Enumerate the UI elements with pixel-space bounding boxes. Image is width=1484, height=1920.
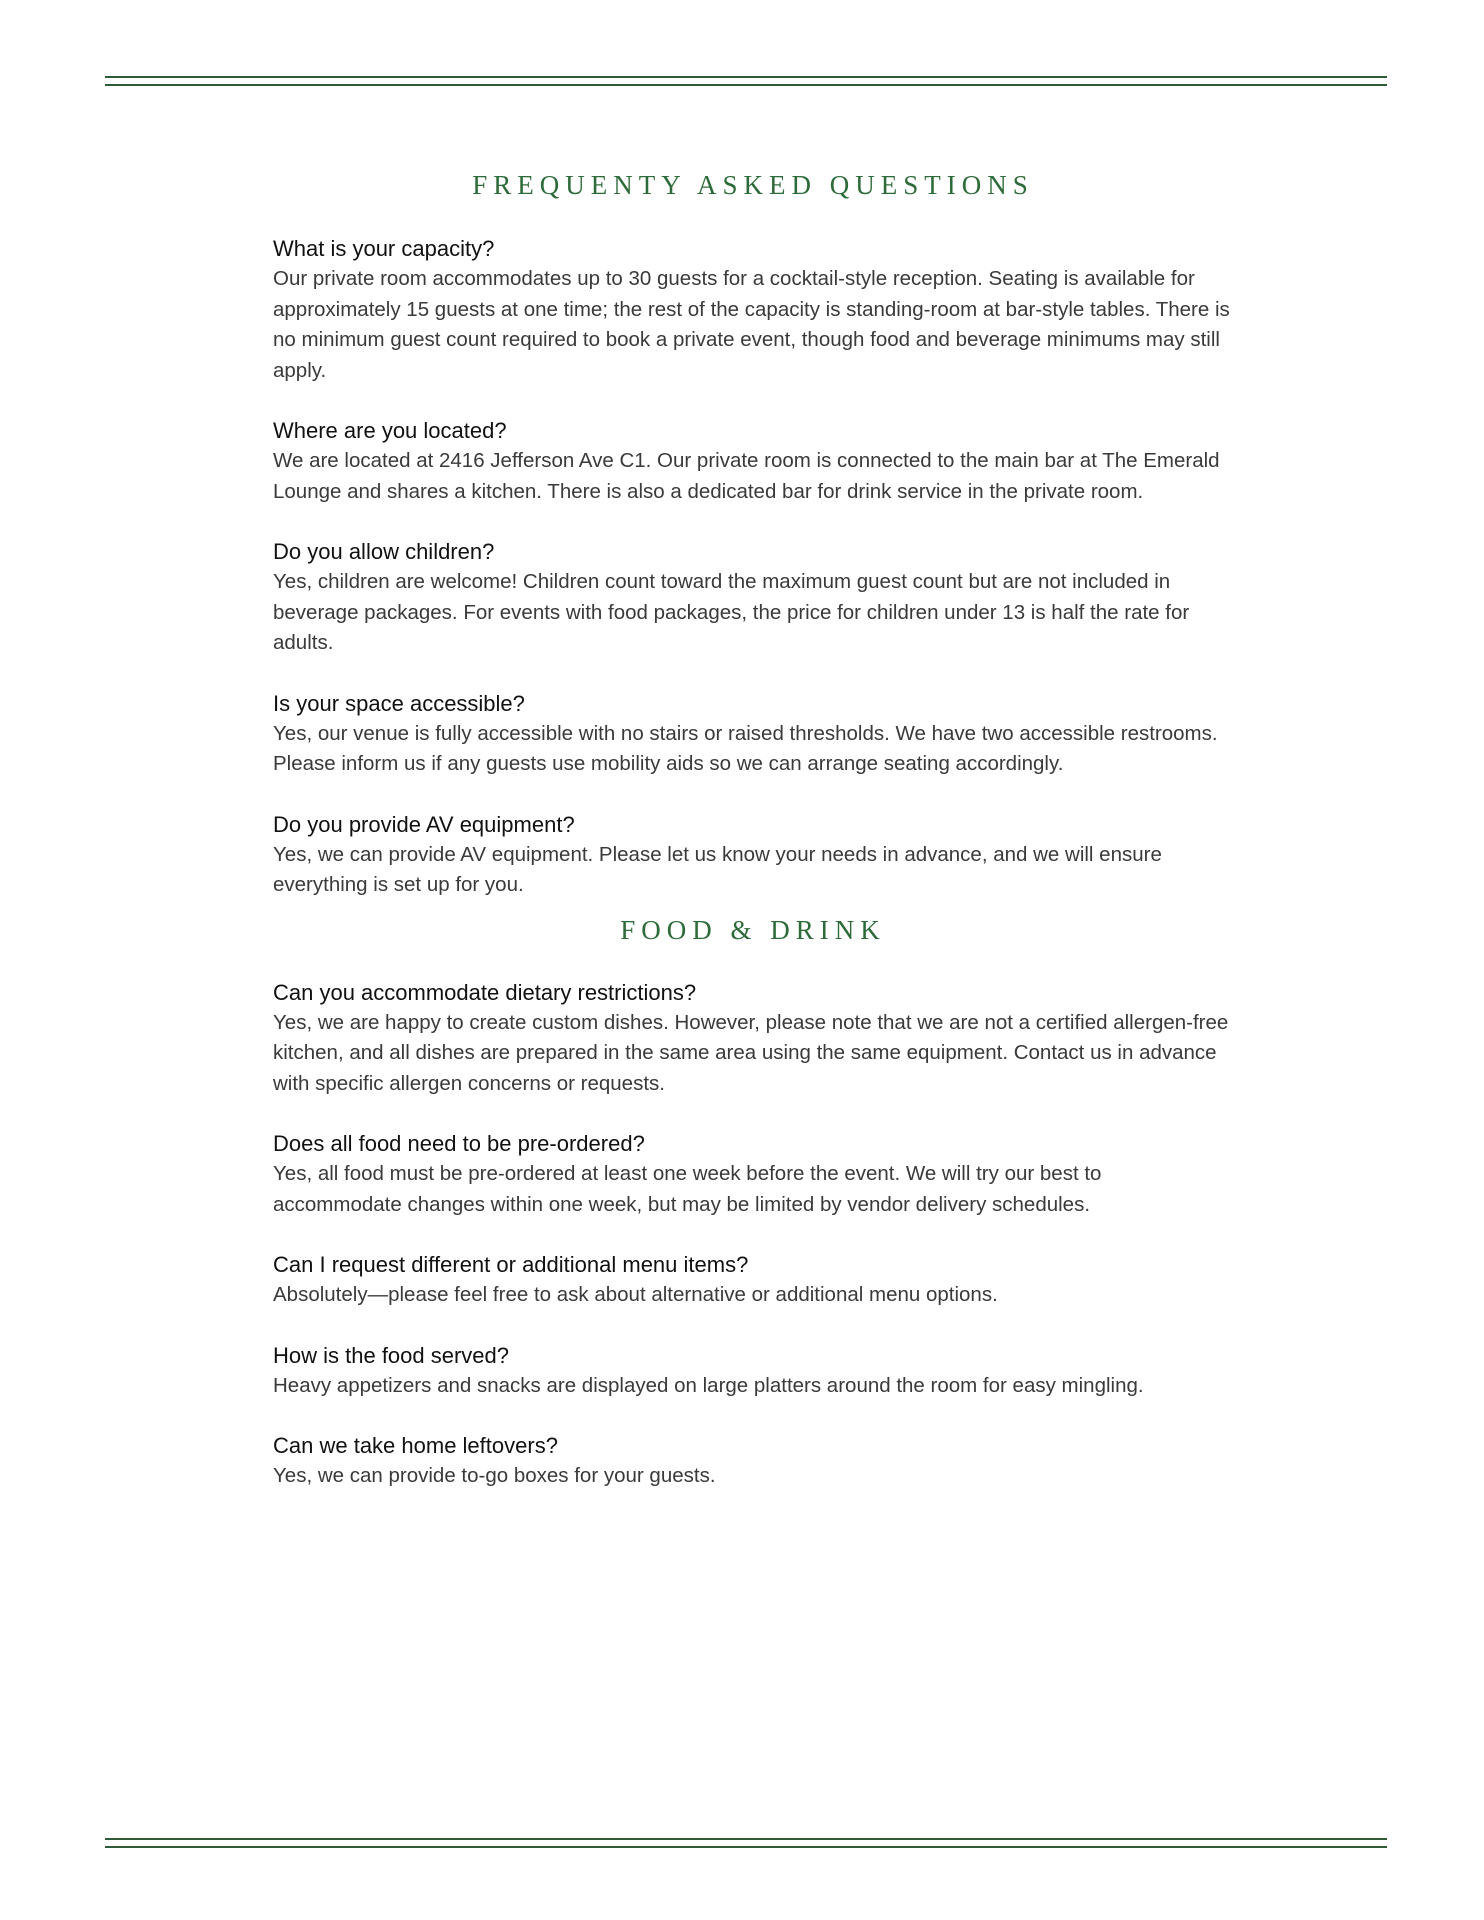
bottom-divider (105, 1838, 1387, 1848)
faq-answer: Yes, we can provide AV equipment. Please let us know your needs in advance, and we will ensure everything is set up for you. (273, 842, 1162, 896)
faq-item-leftovers (273, 1431, 1233, 1492)
faq-item-menu-requests (273, 1250, 1233, 1311)
faq-answer: We are located at 2416 Jefferson Ave C1. Our private room is connected to the main bar at The Emerald Lounge and shares a kitchen. There is also a dedicated bar for drink service in the private room. (273, 449, 1220, 503)
faq-question: Can you accommodate dietary restrictions? (273, 979, 697, 1005)
faq-question: Does all food need to be pre-ordered? (273, 1131, 645, 1156)
faq-item-children (273, 537, 1233, 659)
faq-item-capacity (273, 234, 1233, 386)
faq-answer: Yes, we can provide to-go boxes for your guests. (273, 1464, 716, 1487)
bottom-divider-line-2 (105, 1846, 1387, 1848)
faq-question: What is your capacity? (273, 236, 495, 261)
faq-answer: Yes, children are welcome! Children count toward the maximum guest count but are not included in beverage packages. For events with food packages, the price for children under 13 is half the rate for adults. (273, 570, 1190, 654)
faq-item-dietary (273, 978, 1233, 1100)
faq-question: Can we take home leftovers? (273, 1433, 558, 1458)
page-title: FREQUENTY ASKED QUESTIONS (472, 170, 1034, 200)
faq-answer: Absolutely—please feel free to ask about alternative or additional menu options. (273, 1283, 998, 1306)
faq-document (273, 170, 1233, 1492)
faq-item-location (273, 416, 1233, 507)
faq-question: Do you allow children? (273, 539, 495, 564)
top-divider (105, 76, 1387, 86)
faq-item-accessibility (273, 689, 1233, 780)
faq-question: Is your space accessible? (273, 690, 525, 716)
faq-item-serving (273, 1341, 1233, 1402)
top-divider-line-2 (105, 84, 1387, 86)
faq-question: Do you provide AV equipment? (273, 811, 575, 837)
faq-answer: Our private room accommodates up to 30 guests for a cocktail-style reception. Seating is available for approximately 15 guests at one time; the rest of the capacity is standing-room at bar-style tables. There is no minimum guest count required to book a private event, though food and beverage minimums may still apply. (273, 267, 1230, 382)
faq-question: Where are you located? (273, 418, 507, 443)
faq-answer: Yes, our venue is fully accessible with no stairs or raised thresholds. We have two accessible restrooms. Please inform us if any guests use mobility aids so we can arrange seating accordingly. (273, 721, 1218, 775)
faq-answer: Yes, all food must be pre-ordered at least one week before the event. We will try our best to accommodate changes within one week, but may be limited by vendor delivery schedules. (273, 1162, 1102, 1216)
faq-item-preorder (273, 1129, 1233, 1220)
section-title-food-drink: FOOD & DRINK (620, 914, 886, 945)
faq-answer: Heavy appetizers and snacks are displayed on large platters around the room for easy mingling. (273, 1373, 1144, 1397)
faq-question: How is the food served? (273, 1342, 510, 1368)
faq-answer: Yes, we are happy to create custom dishes. However, please note that we are not a certified allergen-free kitchen, and all dishes are prepared in the same area using the same equipment. Contact us in advance with specific allergen concerns or requests. (273, 1010, 1229, 1095)
faq-question: Can I request different or additional menu items? (273, 1252, 749, 1277)
faq-item-av-equipment (273, 810, 1233, 901)
